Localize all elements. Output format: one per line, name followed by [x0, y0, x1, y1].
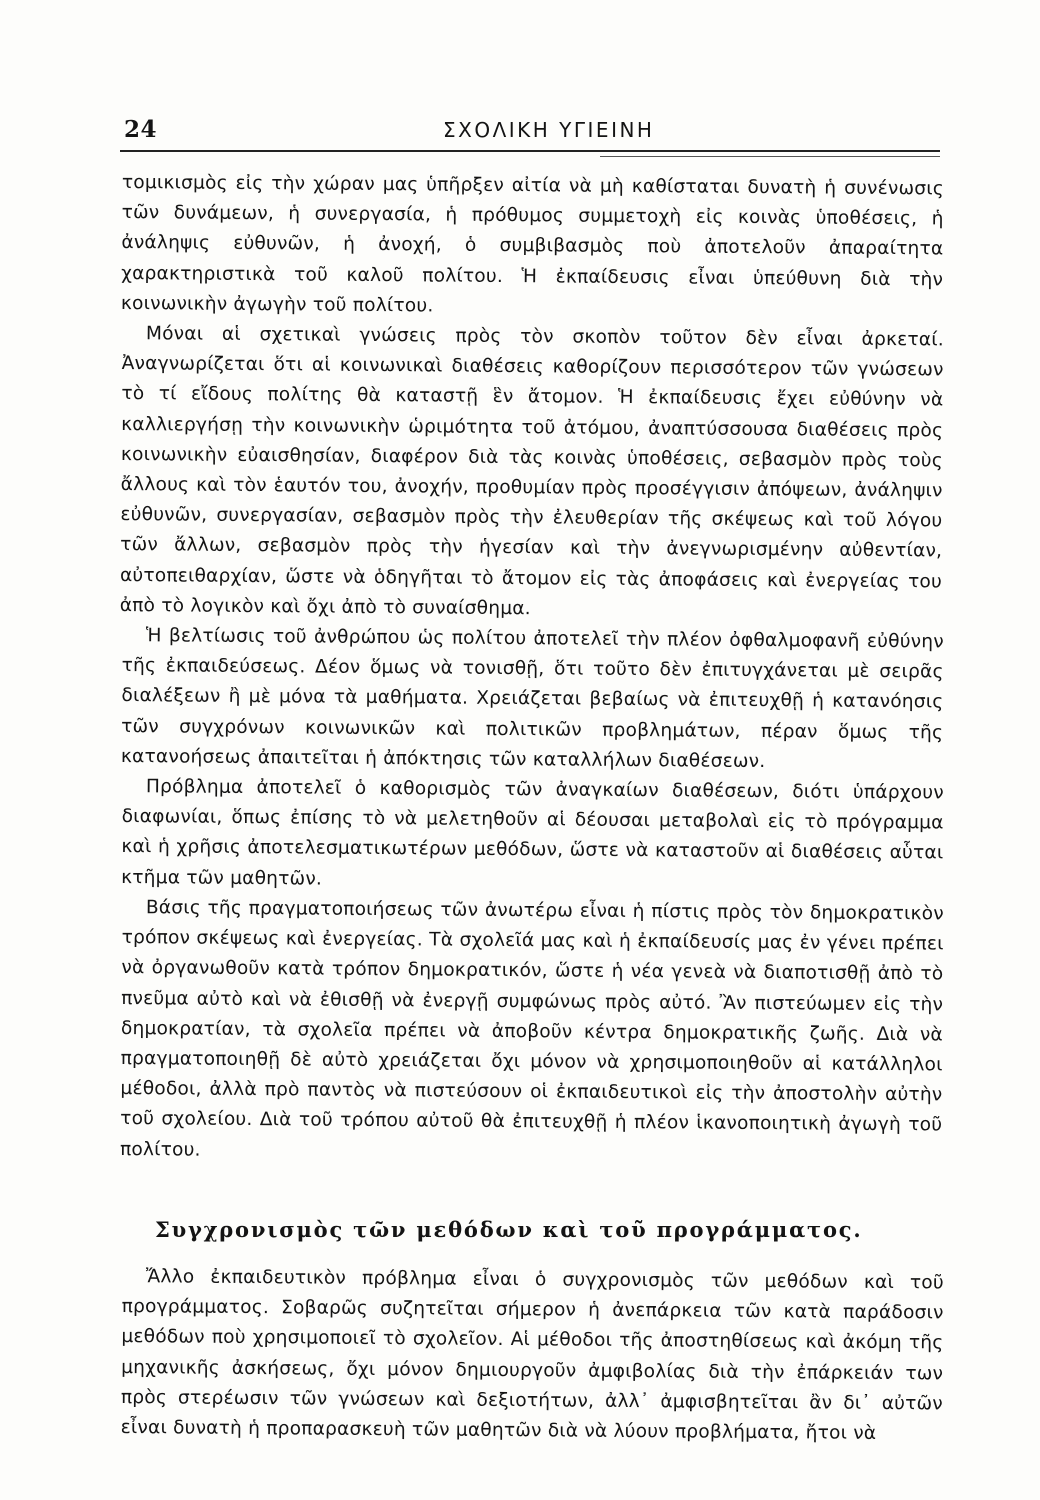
- page-number: 24: [124, 116, 158, 143]
- body-text: [119, 168, 944, 1165]
- paragraph: Πρόβλημα ἀποτελεῖ ὁ καθορισμὸς τῶν ἀναγκαίων διαθέσεων, διότι ὑπάρχουν διαφωνίαι, ὅπως ἐπίσης τὸ νὰ μελετηθοῦν αἱ δέουσαι μεταβολαὶ εἰς τὸ πρόγραμμα καὶ ἡ χρῆσις ἀποτελεσματικωτέρων μεθόδων, ὥστε νὰ καταστοῦν αἱ διαθέσεις αὗται κτῆμα τῶν μαθητῶν.: [121, 776, 944, 890]
- header-rule-secondary: [600, 156, 940, 157]
- paragraph: τομικισμὸς εἰς τὴν χώραν μας ὑπῆρξεν αἰτία νὰ μὴ καθίσταται δυνατὴ ἡ συνένωσις τῶν δυνάμεων, ἡ συνεργασία, ἡ πρόθυμος συμμετοχὴ εἰς κοινὰς ὑποθέσεις, ἡ ἀνάληψις εὐθυνῶν, ἡ ἀνοχή, ὁ συμβιβασμὸς ποὺ ἀποτελοῦν ἀπαραίτητα χαρακτηριστικὰ τοῦ καλοῦ πολίτου. Ἡ ἐκπαίδευσις εἶναι ὑπεύθυνη διὰ τὴν κοινωνικὴν ἀγωγὴν τοῦ πολίτου.: [120, 171, 944, 317]
- paragraph: Βάσις τῆς πραγματοποιήσεως τῶν ἀνωτέρω εἶναι ἡ πίστις πρὸς τὸν δημοκρατικὸν τρόπον σκέψεως καὶ ἐνεργείας. Τὰ σχολεῖά μας καὶ ἡ ἐκπαίδευσίς μας ἐν γένει πρέπει νὰ ὀργανωθοῦν κατὰ τρόπον δημοκρατικόν, ὥστε ἡ νέα γενεὰ νὰ διαποτισθῇ ἀπὸ τὸ πνεῦμα αὐτὸ καὶ νὰ ἐθισθῇ νὰ ἐνεργῇ συμφώνως πρὸς αὐτό. Ἂν πιστεύωμεν εἰς τὴν δημοκρατίαν, τὰ σχολεῖα πρέπει νὰ ἀποβοῦν κέντρα δημοκρατικῆς ζωῆς. Διὰ νὰ πραγματοποιηθῇ δὲ αὐτὸ χρειάζεται ὄχι μόνον νὰ χρησιμοποιηθοῦν αἱ κατάλληλοι μέθοδοι, ἀλλὰ πρὸ παντὸς νὰ πιστεύσουν οἱ ἐκπαιδευτικοὶ εἰς τὴν ἀποστολὴν αὐτὴν τοῦ σχολείου. Διὰ τοῦ τρόπου αὐτοῦ θὰ ἐπιτευχθῇ ἡ πλέον ἱκανοποιητικὴ ἀγωγὴ τοῦ πολίτου.: [119, 897, 944, 1161]
- paragraph: Ἄλλο ἐκπαιδευτικὸν πρόβλημα εἶναι ὁ συγχρονισμὸς τῶν μεθόδων καὶ τοῦ προγράμματος. Σοβαρῶς συζητεῖται σήμερον ἡ ἀνεπάρκεια τῶν κατὰ παράδοσιν μεθόδων ποὺ χρησιμοποιεῖ τὸ σχολεῖον. Αἱ μέθοδοι τῆς ἀποστηθίσεως καὶ ἀκόμη τῆς μηχανικῆς ἀσκήσεως, ὄχι μόνον δημιουργοῦν ἀμφιβολίας διὰ τὴν ἐπάρκειάν των πρὸς στερέωσιν τῶν γνώσεων καὶ δεξιοτήτων, ἀλλ᾽ ἀμφισβητεῖται ἂν δι᾽ αὐτῶν εἶναι δυνατὴ ἡ προπαρασκευὴ τῶν μαθητῶν διὰ νὰ λύουν προβλήματα, ἤτοι νὰ: [120, 1266, 944, 1444]
- header-rule: [120, 150, 940, 152]
- running-title: ΣΧΟΛΙΚΗ ΥΓΙΕΙΝΗ: [443, 118, 655, 142]
- section-heading: Συγχρονισμὸς τῶν μεθόδων καὶ τοῦ προγράμματος.: [155, 1217, 863, 1242]
- paragraph: Μόναι αἱ σχετικαὶ γνώσεις πρὸς τὸν σκοπὸν τοῦτον δὲν εἶναι ἀρκεταί. Ἀναγνωρίζεται ὅτι αἱ κοινωνικαὶ διαθέσεις καθορίζουν περισσότερον τῶν γνώσεων τὸ τί εἴδους πολίτης θὰ καταστῇ ἓν ἄτομον. Ἡ ἐκπαίδευσις ἔχει εὐθύνην νὰ καλλιεργήσῃ τὴν κοινωνικὴν ὡριμότητα τοῦ ἀτόμου, ἀναπτύσσουσα διαθέσεις πρὸς κοινωνικὴν εὐαισθησίαν, διαφέρον διὰ τὰς κοινὰς ὑποθέσεις, σεβασμὸν πρὸς τοὺς ἄλλους καὶ τὸν ἑαυτόν του, ἀνοχήν, προθυμίαν πρὸς προσέγγισιν ἀπόψεων, ἀνάληψιν εὐθυνῶν, συνεργασίαν, σεβασμὸν πρὸς τὴν ἐλευθερίαν τῆς σκέψεως καὶ τοῦ λόγου τῶν ἄλλων, σεβασμὸν πρὸς τὴν ἡγεσίαν καὶ τὴν ἀνεγνωρισμένην αὐθεντίαν, αὐτοπειθαρχίαν, ὥστε νὰ ὁδηγῆται τὸ ἄτομον εἰς τὰς ἀποφάσεις καὶ ἐνεργείας του ἀπὸ τὸ λογικὸν καὶ ὄχι ἀπὸ τὸ συναίσθημα.: [119, 323, 944, 620]
- paragraph: Ἡ βελτίωσις τοῦ ἀνθρώπου ὡς πολίτου ἀποτελεῖ τὴν πλέον ὀφθαλμοφανῆ εὐθύνην τῆς ἐκπαιδεύσεως. Δέον ὅμως νὰ τονισθῇ, ὅτι τοῦτο δὲν ἐπιτυγχάνεται μὲ σειρᾶς διαλέξεων ἢ μὲ μόνα τὰ μαθήματα. Χρειάζεται βεβαίως νὰ ἐπιτευχθῇ ἡ κατανόησις τῶν συγχρόνων κοινωνικῶν καὶ πολιτικῶν προβλημάτων, πέραν ὅμως τῆς κατανοήσεως ἀπαιτεῖται ἡ ἀπόκτησις τῶν καταλλήλων διαθέσεων.: [120, 625, 944, 772]
- page-header: [118, 112, 940, 152]
- section-body-text: [122, 1262, 944, 1443]
